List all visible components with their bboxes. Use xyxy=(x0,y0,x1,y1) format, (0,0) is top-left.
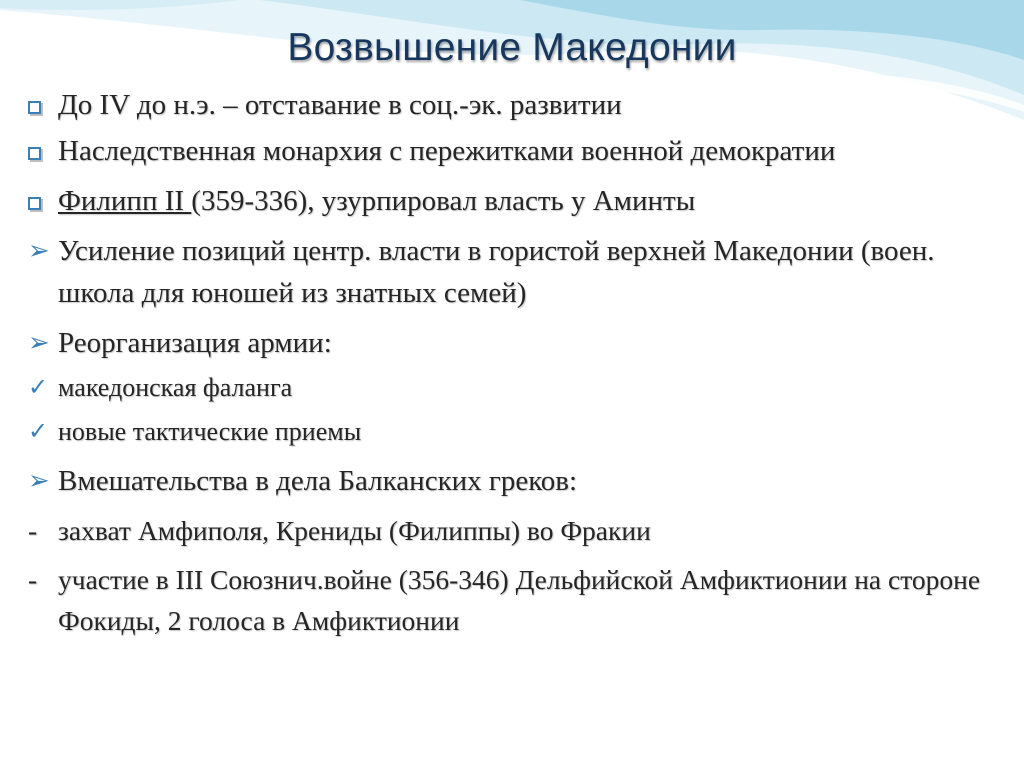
list-item xyxy=(28,412,1014,452)
list-item-text: Наследственная монархия с пережитками военной демократии xyxy=(58,135,836,167)
list-item-text: македонская фаланга xyxy=(58,373,293,402)
list-item xyxy=(28,510,1014,551)
list-item xyxy=(28,460,1014,502)
arrow-bullet-icon: ➢ xyxy=(28,236,50,265)
list-item xyxy=(28,130,1014,172)
arrow-bullet-icon: ➢ xyxy=(28,328,50,357)
list-item-text: Вмешательства в дела Балканских греков: xyxy=(58,465,578,497)
dash-marker: - xyxy=(28,515,38,546)
check-bullet-icon: ✓ xyxy=(28,419,49,445)
list-item-text: (359-336), узурпировал власть у Аминты xyxy=(191,185,696,217)
list-item-text: Усиление позиций центр. власти в гористой верхней Македонии (воен. школа для юношей из знатных семей) xyxy=(58,235,935,309)
list-item-text: участие в III Союзнич.войне (356-346) Дельфийской Амфиктионии на стороне Фокиды, 2 голоса в Амфиктионии xyxy=(58,564,981,636)
underlined-name: Филипп II xyxy=(58,185,192,217)
list-item-text: До IV до н.э. – отставание в соц.-эк. развитии xyxy=(58,89,622,121)
list-item xyxy=(28,368,1014,408)
square-bullet-icon xyxy=(28,130,41,172)
dash-marker: - xyxy=(28,564,38,595)
list-item-text: захват Амфиполя, Крениды (Филиппы) во Фракии xyxy=(58,515,651,546)
list-item-text: новые тактические приемы xyxy=(58,417,362,446)
slide-title: Возвышение Македонии xyxy=(287,26,737,69)
check-bullet-icon: ✓ xyxy=(28,375,49,401)
list-item-text: Реорганизация армии: xyxy=(58,327,332,359)
square-bullet-icon xyxy=(28,180,41,222)
square-bullet-icon xyxy=(28,84,41,126)
list-item xyxy=(28,84,1014,126)
arrow-bullet-icon: ➢ xyxy=(28,466,50,495)
bullet-list xyxy=(28,84,1014,641)
list-item xyxy=(28,559,1014,641)
list-item xyxy=(28,180,1014,222)
list-item xyxy=(28,322,1014,364)
list-item xyxy=(28,230,1014,314)
